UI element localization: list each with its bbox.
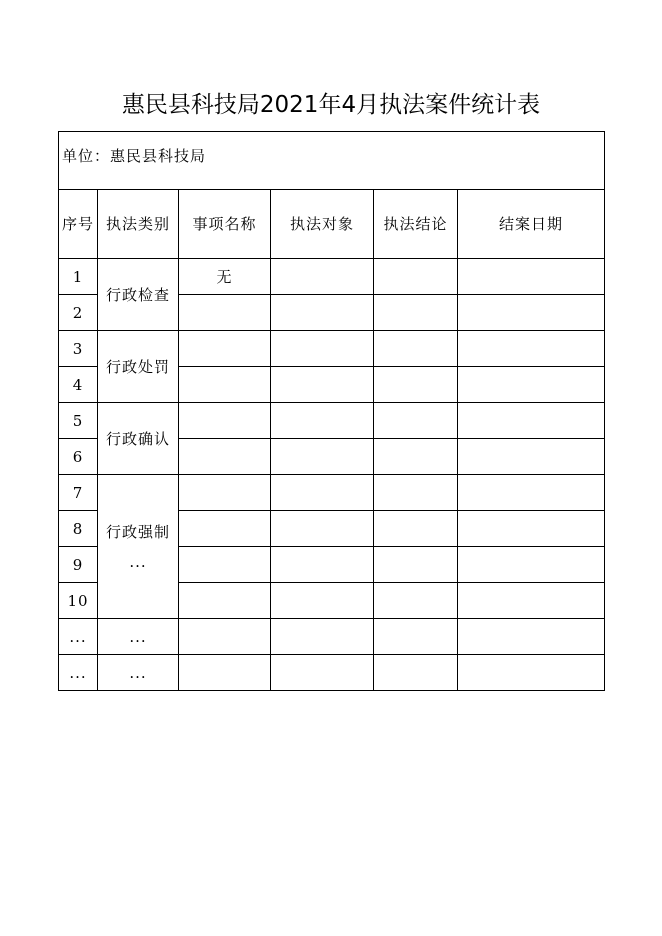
header-conclusion: 执法结论 [374, 190, 458, 259]
seq-cell: ... [59, 655, 98, 691]
header-category: 执法类别 [98, 190, 179, 259]
target-cell [271, 259, 374, 295]
target-cell [271, 511, 374, 547]
close-date-cell [458, 295, 605, 331]
category-cell: 行政检查 [98, 259, 179, 331]
item-name-cell [179, 511, 271, 547]
seq-cell: 10 [59, 583, 98, 619]
close-date-cell [458, 655, 605, 691]
header-close-date: 结案日期 [458, 190, 605, 259]
seq-cell: 5 [59, 403, 98, 439]
table-row [59, 331, 605, 367]
conclusion-cell [374, 475, 458, 511]
conclusion-cell [374, 367, 458, 403]
close-date-cell [458, 619, 605, 655]
conclusion-cell [374, 439, 458, 475]
conclusion-cell [374, 619, 458, 655]
conclusion-cell [374, 511, 458, 547]
conclusion-cell [374, 295, 458, 331]
item-name-cell [179, 403, 271, 439]
close-date-cell [458, 331, 605, 367]
item-name-cell [179, 619, 271, 655]
category-cell: 行政确认 [98, 403, 179, 475]
close-date-cell [458, 403, 605, 439]
seq-cell: 8 [59, 511, 98, 547]
target-cell [271, 619, 374, 655]
table-row [59, 403, 605, 439]
seq-cell: 4 [59, 367, 98, 403]
seq-cell: 9 [59, 547, 98, 583]
close-date-cell [458, 583, 605, 619]
header-target: 执法对象 [271, 190, 374, 259]
item-name-cell [179, 331, 271, 367]
conclusion-cell [374, 259, 458, 295]
target-cell [271, 475, 374, 511]
header-seq: 序号 [59, 190, 98, 259]
close-date-cell [458, 511, 605, 547]
close-date-cell [458, 259, 605, 295]
target-cell [271, 439, 374, 475]
target-cell [271, 583, 374, 619]
target-cell [271, 655, 374, 691]
seq-cell: 7 [59, 475, 98, 511]
seq-cell: 1 [59, 259, 98, 295]
close-date-cell [458, 439, 605, 475]
conclusion-cell [374, 655, 458, 691]
close-date-cell [458, 547, 605, 583]
item-name-cell [179, 367, 271, 403]
seq-cell: ... [59, 619, 98, 655]
table-row [59, 655, 605, 691]
table-row [59, 619, 605, 655]
category-cell [98, 475, 179, 619]
conclusion-cell [374, 583, 458, 619]
table-row [59, 475, 605, 511]
conclusion-cell [374, 403, 458, 439]
target-cell [271, 547, 374, 583]
item-name-cell [179, 439, 271, 475]
target-cell [271, 295, 374, 331]
conclusion-cell [374, 331, 458, 367]
page-title: 惠民县科技局2021年4月执法案件统计表 [121, 92, 541, 118]
case-statistics-table [58, 131, 605, 691]
unit-label: 单位：惠民县科技局 [59, 132, 605, 190]
close-date-cell [458, 475, 605, 511]
close-date-cell [458, 367, 605, 403]
seq-cell: 6 [59, 439, 98, 475]
seq-cell: 3 [59, 331, 98, 367]
item-name-cell [179, 475, 271, 511]
item-name-cell [179, 547, 271, 583]
category-cell: 行政处罚 [98, 331, 179, 403]
target-cell [271, 367, 374, 403]
target-cell [271, 403, 374, 439]
item-name-cell [179, 655, 271, 691]
category-cell: ... [98, 619, 179, 655]
item-name-cell: 无 [179, 259, 271, 295]
item-name-cell [179, 295, 271, 331]
target-cell [271, 331, 374, 367]
item-name-cell [179, 583, 271, 619]
table-row [59, 259, 605, 295]
category-ellipsis: ... [129, 552, 147, 571]
seq-cell: 2 [59, 295, 98, 331]
table-header-row [59, 190, 605, 259]
conclusion-cell [374, 547, 458, 583]
category-label: 行政强制 [105, 522, 170, 541]
header-item-name: 事项名称 [179, 190, 271, 259]
category-cell: ... [98, 655, 179, 691]
